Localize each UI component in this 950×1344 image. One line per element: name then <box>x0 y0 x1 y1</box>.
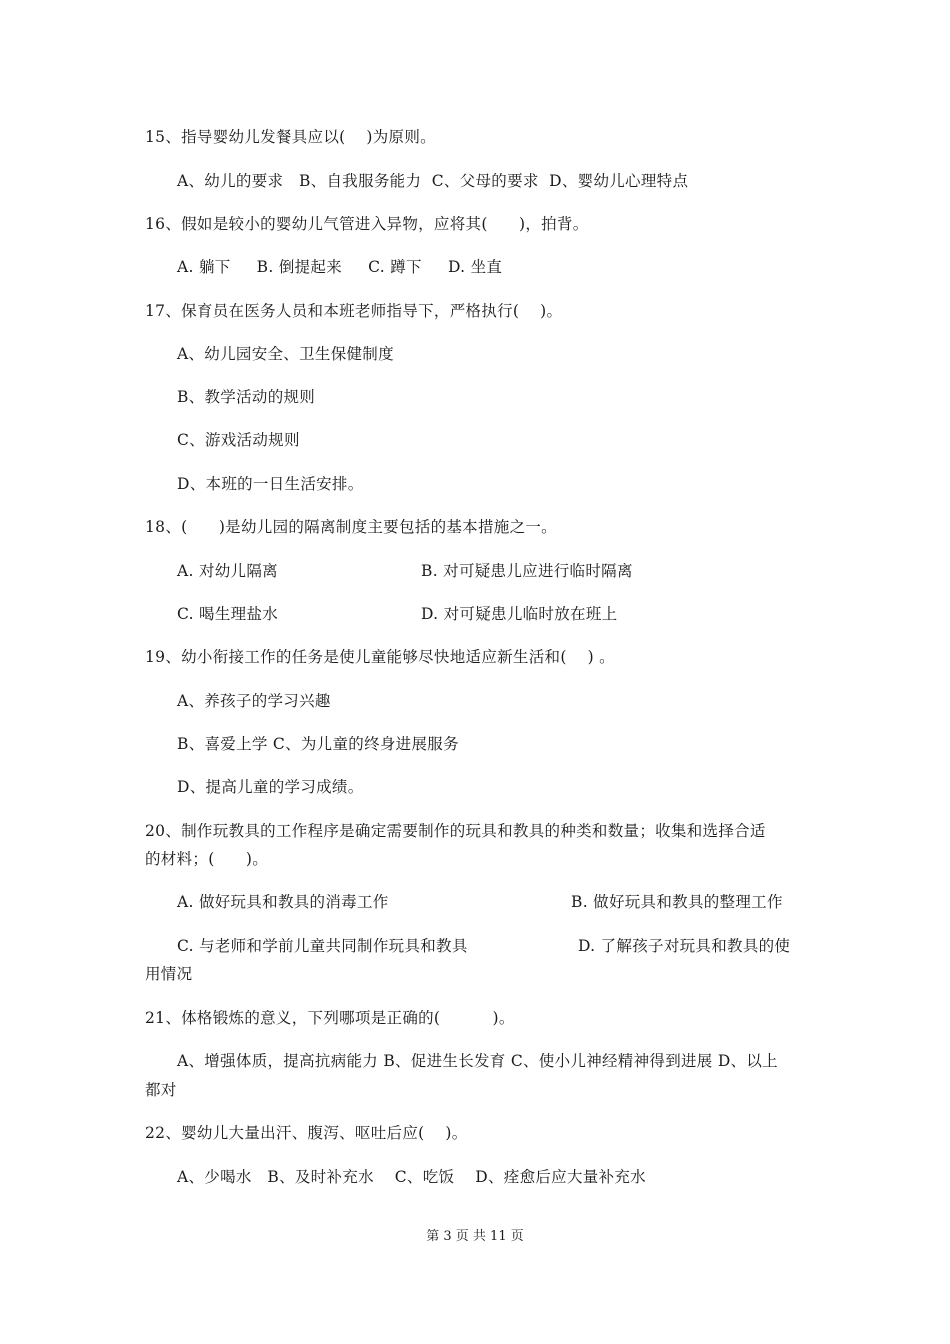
question-18-option-c: C. 喝生理盐水 <box>177 605 279 623</box>
question-20-option-d-line-1: D. 了解孩子对玩具和教具的使 <box>578 937 791 955</box>
question-22-options: A、少喝水 B、及时补充水 C、吃饭 D、痊愈后应大量补充水 <box>177 1168 646 1186</box>
question-17-stem: 17、保育员在医务人员和本班老师指导下，严格执行( )。 <box>145 302 563 320</box>
question-20-option-c: C. 与老师和学前儿童共同制作玩具和教具 <box>177 937 468 955</box>
question-20-stem-line-2: 的材料；( )。 <box>145 850 269 868</box>
question-20-option-b: B. 做好玩具和教具的整理工作 <box>571 893 783 911</box>
question-20-option-d-line-2: 用情况 <box>145 965 193 983</box>
question-15-stem: 15、指导婴幼儿发餐具应以( )为原则。 <box>145 128 436 146</box>
question-20-option-a: A. 做好玩具和教具的消毒工作 <box>177 893 389 911</box>
question-19-stem: 19、幼小衔接工作的任务是使儿童能够尽快地适应新生活和( ) 。 <box>145 648 615 666</box>
question-18-option-b: B. 对可疑患儿应进行临时隔离 <box>421 562 633 580</box>
question-21-options-line-1: A、增强体质，提高抗病能力 B、促进生长发育 C、使小儿神经精神得到进展 D、以上 <box>177 1052 778 1070</box>
question-17-option-d: D、本班的一日生活安排。 <box>177 475 364 493</box>
question-21-stem: 21、体格锻炼的意义，下列哪项是正确的( )。 <box>145 1009 515 1027</box>
question-19-option-d: D、提高儿童的学习成绩。 <box>177 778 364 796</box>
question-18-stem: 18、( )是幼儿园的隔离制度主要包括的基本措施之一。 <box>145 518 557 536</box>
question-19-option-bc: B、喜爱上学 C、为儿童的终身进展服务 <box>177 735 459 753</box>
question-17-option-b: B、教学活动的规则 <box>177 388 316 406</box>
question-20-stem-line-1: 20、制作玩教具的工作程序是确定需要制作的玩具和教具的种类和数量；收集和选择合适 <box>145 822 766 840</box>
question-19-option-a: A、养孩子的学习兴趣 <box>177 692 331 710</box>
page-number-footer: 第 3 页 共 11 页 <box>426 1229 524 1244</box>
question-21-options-line-2: 都对 <box>145 1081 177 1099</box>
question-18-option-a: A. 对幼儿隔离 <box>177 562 278 580</box>
question-15-options: A、幼儿的要求 B、自我服务能力 C、父母的要求 D、婴幼儿心理特点 <box>177 172 689 190</box>
question-18-option-d: D. 对可疑患儿临时放在班上 <box>421 605 618 623</box>
question-22-stem: 22、婴幼儿大量出汗、腹泻、呕吐后应( )。 <box>145 1124 468 1142</box>
question-17-option-a: A、幼儿园安全、卫生保健制度 <box>177 345 394 363</box>
question-17-option-c: C、游戏活动规则 <box>177 431 300 449</box>
question-16-stem: 16、假如是较小的婴幼儿气管进入异物，应将其( )，拍背。 <box>145 215 589 233</box>
question-16-options: A. 躺下 B. 倒提起来 C. 蹲下 D. 坐直 <box>177 258 503 276</box>
